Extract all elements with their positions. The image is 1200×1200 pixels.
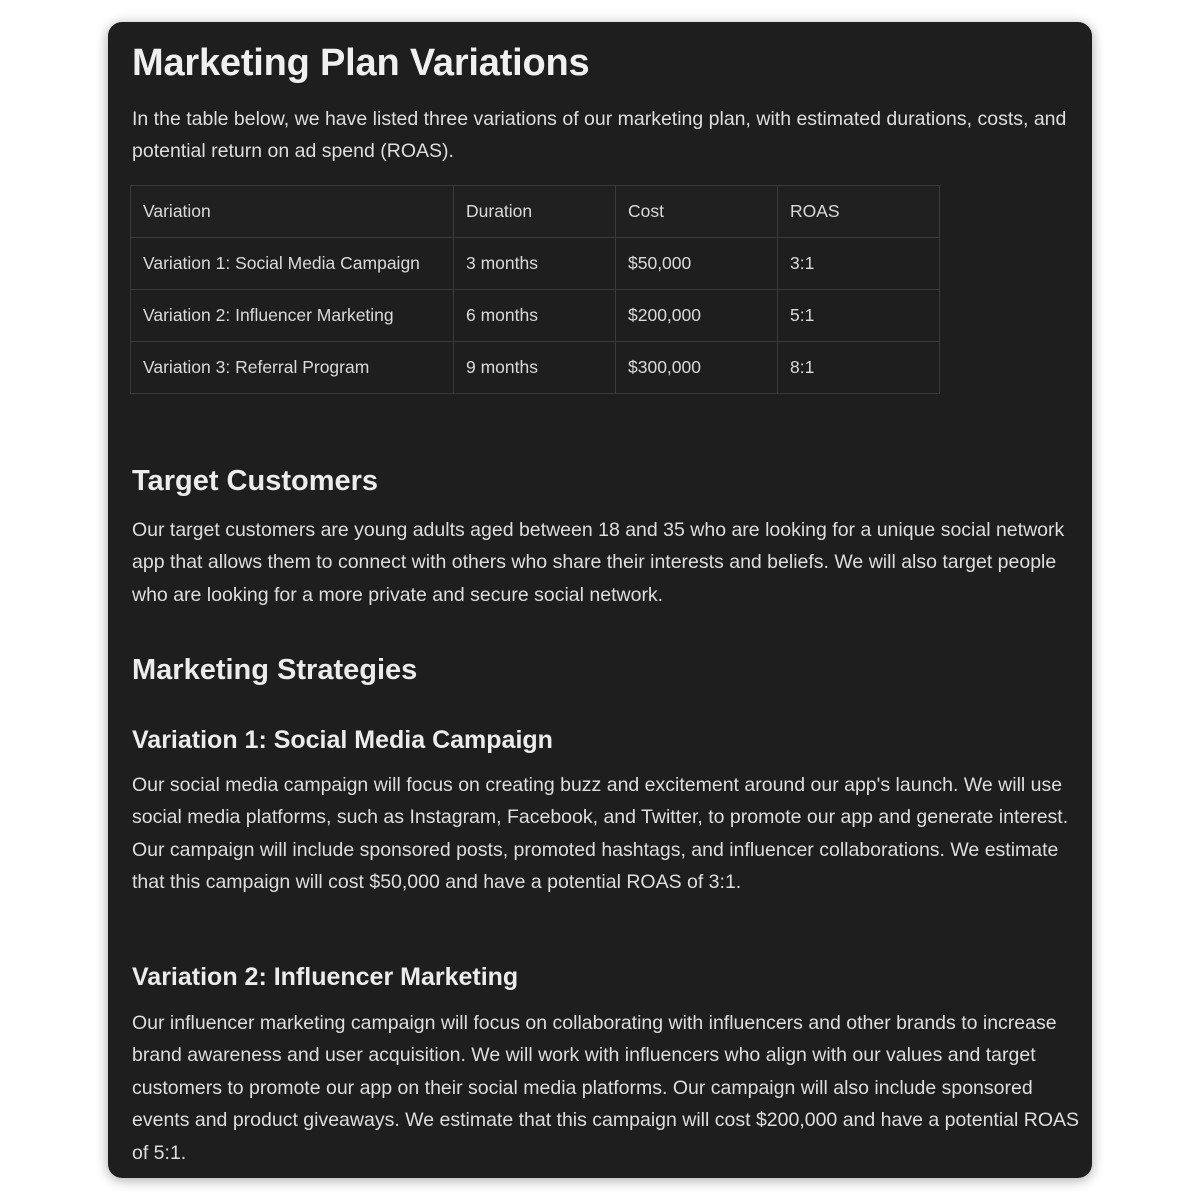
table-row bbox=[131, 342, 940, 394]
table-row bbox=[131, 238, 940, 290]
table-cell-roas: 3:1 bbox=[778, 238, 940, 290]
column-header-cost: Cost bbox=[616, 186, 778, 238]
table-cell-duration: 9 months bbox=[454, 342, 616, 394]
target-customers-heading: Target Customers bbox=[132, 465, 379, 497]
column-header-variation: Variation bbox=[131, 186, 454, 238]
table-cell-variation: Variation 2: Influencer Marketing bbox=[131, 290, 454, 342]
table-header-row bbox=[131, 186, 940, 238]
variations-table bbox=[130, 185, 940, 394]
table-cell-cost: $200,000 bbox=[616, 290, 778, 342]
target-customers-paragraph: Our target customers are young adults aged between 18 and 35 who are looking for a unique social network app that allows them to connect with others who share their interests and beliefs. We will also target people who are looking for a more private and secure social network. bbox=[132, 519, 1065, 606]
table-cell-roas: 8:1 bbox=[778, 342, 940, 394]
document-card bbox=[108, 22, 1092, 1178]
variation-1-heading: Variation 1: Social Media Campaign bbox=[132, 726, 553, 754]
column-header-roas: ROAS bbox=[778, 186, 940, 238]
variation-2-heading: Variation 2: Influencer Marketing bbox=[132, 963, 519, 991]
marketing-strategies-heading: Marketing Strategies bbox=[132, 654, 418, 686]
table-cell-variation: Variation 3: Referral Program bbox=[131, 342, 454, 394]
table-cell-variation: Variation 1: Social Media Campaign bbox=[131, 238, 454, 290]
intro-paragraph: In the table below, we have listed three variations of our marketing plan, with estimated durations, costs, and potential return on ad spend (ROAS). bbox=[132, 108, 1067, 163]
column-header-duration: Duration bbox=[454, 186, 616, 238]
table-row bbox=[131, 290, 940, 342]
page-title: Marketing Plan Variations bbox=[132, 42, 590, 84]
table-cell-cost: $300,000 bbox=[616, 342, 778, 394]
variation-1-paragraph: Our social media campaign will focus on creating buzz and excitement around our app's launch. We will use social media platforms, such as Instagram, Facebook, and Twitter, to promote our app and generate interest. Our campaign will include sponsored posts, promoted hashtags, and influencer collaborations. We estimate that this campaign will cost $50,000 and have a potential ROAS of 3:1. bbox=[132, 774, 1069, 894]
variation-2-paragraph: Our influencer marketing campaign will focus on collaborating with influencers and other brands to increase brand awareness and user acquisition. We will work with influencers who align with our values and target customers to promote our app on their social media platforms. Our campaign will also include sponsored events and product giveaways. We estimate that this campaign will cost $200,000 and have a potential ROAS of 5:1. bbox=[132, 1012, 1080, 1164]
table-cell-duration: 6 months bbox=[454, 290, 616, 342]
table-cell-duration: 3 months bbox=[454, 238, 616, 290]
table-cell-cost: $50,000 bbox=[616, 238, 778, 290]
table-cell-roas: 5:1 bbox=[778, 290, 940, 342]
